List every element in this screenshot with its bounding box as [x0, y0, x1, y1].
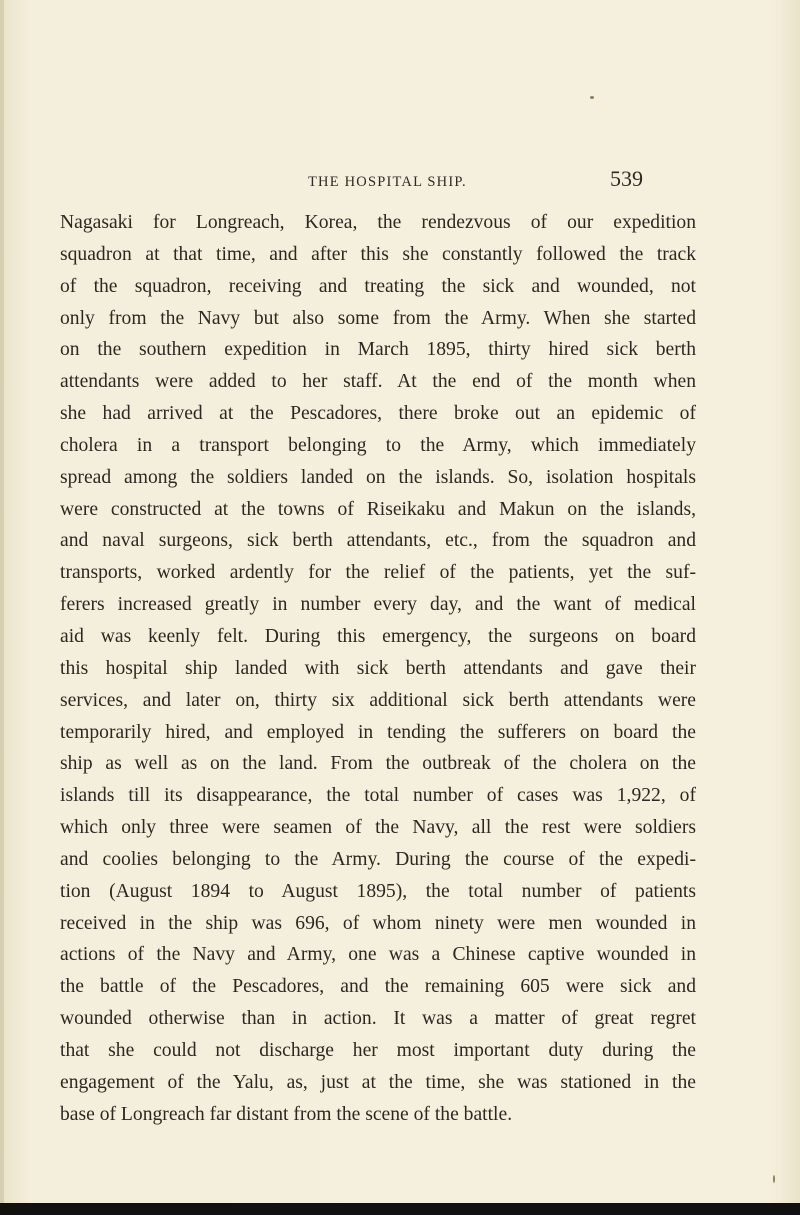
text-line: Nagasaki for Longreach, Korea, the rendezvous of our expedition [60, 212, 696, 233]
text-line: services, and later on, thirty six additional sick berth attendants were [60, 689, 696, 711]
text-line: of the squadron, receiving and treating the sick and wounded, not [60, 275, 696, 297]
text-line: attendants were added to her staff. At the end of the month when [60, 371, 696, 393]
text-line: engagement of the Yalu, as, just at the time, she was stationed in the [60, 1071, 696, 1093]
text-line: and coolies belonging to the Army. During the course of the expedi- [60, 848, 696, 870]
text-line: were constructed at the towns of Riseikaku and Makun on the islands, [60, 498, 696, 520]
ink-speck [773, 1175, 775, 1183]
text-line: and naval surgeons, sick berth attendants, etc., from the squadron and [60, 530, 696, 552]
text-line: on the southern expedition in March 1895, thirty hired sick berth [60, 339, 696, 361]
text-line: the battle of the Pescadores, and the remaining 605 were sick and [60, 976, 696, 998]
running-head [0, 148, 800, 191]
running-title: THE HOSPITAL SHIP. [308, 174, 467, 190]
page-number: 539 [610, 166, 643, 191]
body-paragraph [60, 207, 696, 1130]
text-line: spread among the soldiers landed on the islands. So, isolation hospitals [60, 466, 696, 488]
text-line: that she could not discharge her most important duty during the [60, 1039, 696, 1061]
ink-speck [590, 96, 594, 99]
text-line: cholera in a transport belonging to the Army, which immediately [60, 434, 696, 456]
text-line: received in the ship was 696, of whom ninety were men wounded in [60, 912, 696, 934]
text-line: ferers increased greatly in number every day, and the want of medical [60, 594, 696, 616]
text-line: which only three were seamen of the Navy, all the rest were soldiers [60, 817, 696, 839]
text-line: ship as well as on the land. From the outbreak of the cholera on the [60, 753, 696, 775]
text-line: base of Longreach far distant from the scene of the battle. [60, 1103, 513, 1125]
text-line: wounded otherwise than in action. It was a matter of great regret [60, 1008, 696, 1030]
scan-bottom-band [0, 1203, 800, 1215]
text-line: squadron at that time, and after this she constantly followed the track [60, 243, 696, 265]
text-line: islands till its disappearance, the total number of cases was 1,922, of [60, 785, 696, 807]
text-line: tion (August 1894 to August 1895), the total number of patients [60, 880, 696, 902]
text-line: actions of the Navy and Army, one was a Chinese captive wounded in [60, 944, 696, 966]
text-line: she had arrived at the Pescadores, there broke out an epidemic of [60, 403, 696, 425]
text-line: aid was keenly felt. During this emergency, the surgeons on board [60, 625, 696, 647]
text-line: only from the Navy but also some from the Army. When she started [60, 307, 696, 329]
text-line: transports, worked ardently for the relief of the patients, yet the suf- [60, 562, 696, 584]
text-line: temporarily hired, and employed in tending the sufferers on board the [60, 721, 696, 743]
text-line: this hospital ship landed with sick berth attendants and gave their [60, 657, 696, 679]
